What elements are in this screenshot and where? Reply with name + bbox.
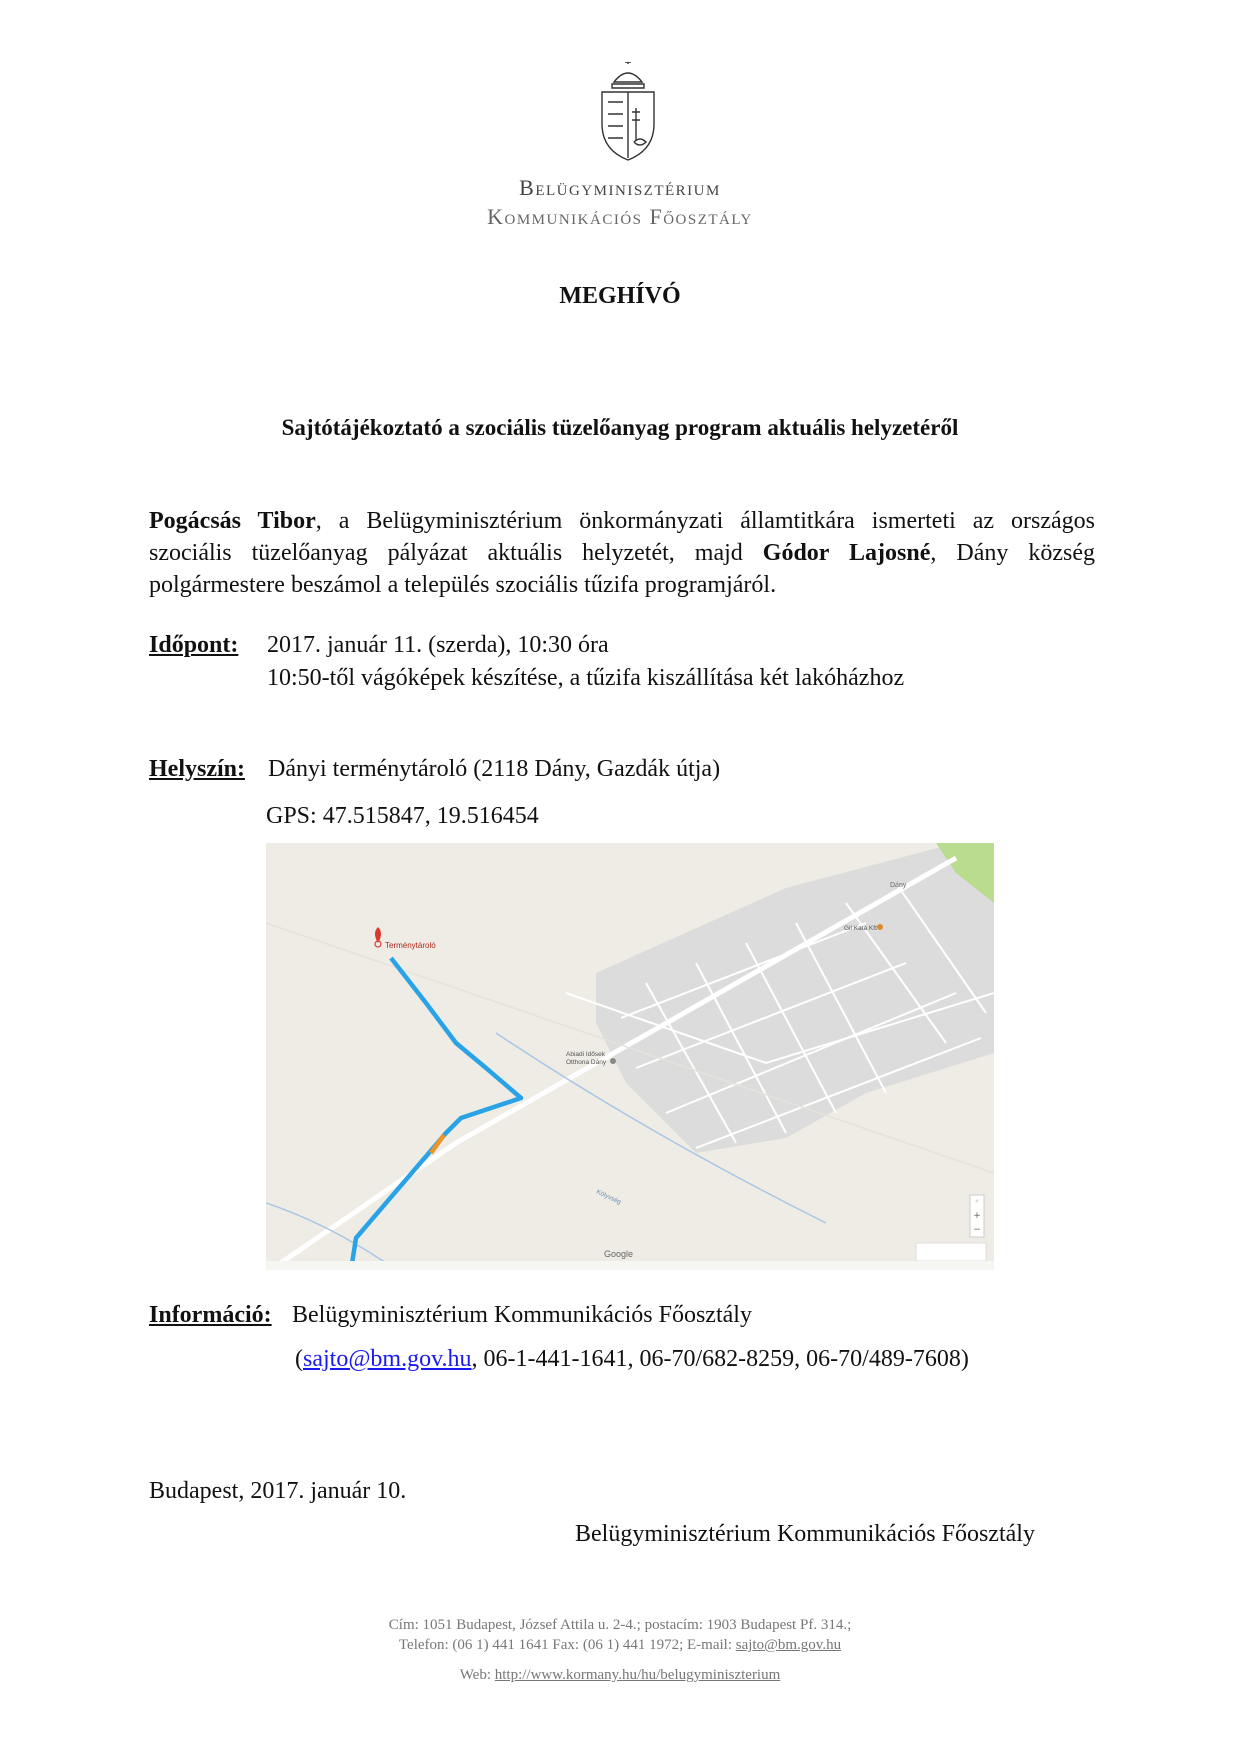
info-organization: Belügyminisztérium Kommunikációs Főosztály [292, 1302, 752, 1328]
speaker-name-1: Pogácsás Tibor [149, 508, 316, 534]
document-title: MEGHÍVÓ [559, 283, 681, 309]
footer-web [320, 1667, 920, 1684]
gps-coordinates: GPS: 47.515847, 19.516454 [266, 803, 539, 829]
coat-of-arms-logo [596, 62, 660, 164]
info-label: Információ: [149, 1302, 272, 1328]
location-value: Dányi terménytároló (2118 Dány, Gazdák útja) [268, 756, 721, 782]
intro-text-1: , a Belügyminisztérium önkormányzati államtitkára ismerteti az országos szociális tüzelőanyag pályázat aktuális helyzetét, majd [149, 508, 1095, 566]
document-subject: Sajtótájékoztató a szociális tüzelőanyag program aktuális helyzetéről [281, 415, 959, 440]
department-name: Kommunikációs Főosztály [487, 204, 753, 229]
map-poi-label-1: Abiadi Idősek [566, 1051, 606, 1058]
map-shop-label: Gil Kata Kft [844, 925, 877, 932]
date-line: Budapest, 2017. január 10. [149, 1478, 407, 1504]
time-note: 10:50-től vágóképek készítése, a tűzifa kiszállítása két lakóházhoz [267, 665, 905, 691]
intro-paragraph [149, 505, 1095, 601]
footer-contact-text: Telefon: (06 1) 441 1641 Fax: (06 1) 441 1972; E-mail: [398, 1637, 736, 1653]
map-attribution-bar [266, 1261, 994, 1270]
map-marker-label: Terménytároló [385, 941, 436, 950]
map-stream-label: Kölyvség [595, 1188, 623, 1206]
signature: Belügyminisztérium Kommunikációs Főosztály [575, 1521, 1035, 1547]
location-map [266, 843, 994, 1270]
info-contacts [295, 1346, 969, 1373]
map-zoom-out-button[interactable]: − [973, 1225, 981, 1235]
speaker-name-2: Gódor Lajosné [762, 540, 931, 566]
map-zoom-in-button[interactable]: + [973, 1211, 981, 1221]
ministry-name: Belügyminisztérium [519, 175, 721, 200]
email-link[interactable]: sajto@bm.gov.hu [303, 1346, 472, 1372]
info-phones: , 06-1-441-1641, 06-70/682-8259, 06-70/489-7608) [471, 1346, 969, 1372]
footer-web-link[interactable]: http://www.kormany.hu/hu/belugyminiszterium [494, 1667, 781, 1683]
map-poi-label-2: Otthona Dány [566, 1059, 607, 1066]
time-label: Időpont: [149, 632, 239, 658]
location-label: Helyszín: [149, 756, 245, 782]
footer-web-prefix: Web: [459, 1667, 495, 1683]
time-value: 2017. január 11. (szerda), 10:30 óra [267, 632, 609, 658]
map-shop-icon [877, 924, 883, 930]
footer-address: Cím: 1051 Budapest, József Attila u. 2-4.; postacím: 1903 Budapest Pf. 314.; [388, 1617, 852, 1633]
map-google-logo: Google [604, 1249, 634, 1259]
map-poi-icon [610, 1058, 616, 1064]
map-layer-switcher[interactable] [916, 1243, 986, 1261]
map-zoom-controls[interactable] [970, 1195, 984, 1237]
info-open-paren: ( [295, 1346, 303, 1372]
footer-contact [320, 1637, 920, 1654]
intro-text-2: , Dány község polgármestere beszámol a település szociális tűzifa programjáról. [149, 540, 1095, 598]
map-compass-icon[interactable]: ◦ [974, 1197, 980, 1206]
map-town-label: Dány [890, 882, 907, 889]
footer-email-link[interactable]: sajto@bm.gov.hu [735, 1637, 842, 1653]
